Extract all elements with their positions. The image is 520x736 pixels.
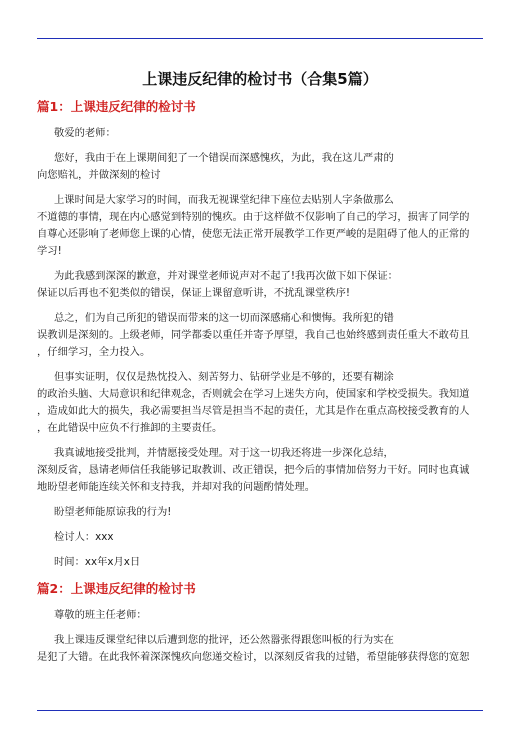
- text-line: 是犯了大错。在此我怀着深深愧疚向您递交检讨，以深刻反省我的过错，希望能够获得您的宽恕: [37, 651, 470, 663]
- text-line: 自尊心还影响了老师您上课的心情，使您无法正常开展教学工作更严峻的是阻碍了他人的正常的: [37, 228, 470, 240]
- paragraph: [37, 607, 483, 624]
- paragraph: [37, 125, 483, 142]
- document-body: [37, 58, 483, 674]
- text-line: 盼望老师能原谅我的行为!: [54, 506, 172, 518]
- section-2-body: [37, 607, 483, 666]
- text-line: 向您赔礼，并做深刻的检讨: [37, 169, 161, 181]
- bottom-rule: [37, 710, 483, 711]
- section-heading-2: 篇2：上课违反纪律的检讨书: [37, 581, 196, 596]
- section-1-body: [37, 125, 483, 571]
- text-line: ，在此错误中应负不行推卸的主要责任。: [37, 422, 223, 434]
- paragraph: [37, 554, 483, 571]
- text-line: 敬爱的老师：: [54, 127, 116, 139]
- paragraph: [37, 504, 483, 521]
- text-line: 学习!: [37, 245, 62, 257]
- paragraph: [37, 632, 483, 666]
- text-line: 您好，我由于在上课期间犯了一个错误而深感愧疚，为此，我在这儿严肃的: [54, 152, 394, 164]
- paragraph: [37, 192, 483, 260]
- paragraph: [37, 310, 483, 361]
- text-line: ，造成如此大的损失，我必需要担当尽管是担当不起的责任，尤其是作在重点高校接受教育的人: [37, 405, 470, 417]
- text-line: 时间：xx年x月x日: [54, 556, 141, 568]
- text-line: 上课时间是大家学习的时间，而我无视课堂纪律下座位去贴别人字条做那么: [54, 194, 394, 206]
- document-title: 上课违反纪律的检讨书（合集5篇）: [142, 70, 378, 88]
- paragraph: [37, 529, 483, 546]
- text-line: 不道德的事情，现在内心感觉到特别的愧疚。由于这样做不仅影响了自己的学习，损害了同学的: [37, 211, 470, 223]
- text-line: 地盼望老师能连续关怀和支持我，并却对我的问题酌情处理。: [37, 481, 316, 493]
- text-line: 我真诚地接受批判，并情愿接受处理。对于这一切我还将进一步深化总结，: [54, 447, 394, 459]
- paragraph: [37, 150, 483, 184]
- paragraph: [37, 268, 483, 302]
- text-line: 我上课违反课堂纪律以后遭到您的批评，还公然嚣张得跟您叫板的行为实在: [54, 634, 394, 646]
- section-heading-1: 篇1：上课违反纪律的检讨书: [37, 99, 196, 114]
- text-line: 保证以后再也不犯类似的错误，保证上课留意听讲，不扰乱课堂秩序!: [37, 287, 351, 299]
- text-line: 深刻反省，恳请老师信任我能够记取教训、改正错误，把今后的事情加倍努力干好。同时也真诚: [37, 464, 470, 476]
- text-line: 总之，们为自己所犯的错误而带来的这一切而深感痛心和懊悔。我所犯的错: [54, 312, 394, 324]
- text-line: 尊敬的班主任老师：: [54, 609, 147, 621]
- text-line: 误教训是深刻的。上级老师，同学都委以重任并寄予厚望，我自己也始终感到责任重大不敢苟且: [37, 329, 470, 341]
- text-line: 为此我感到深深的歉意，并对课堂老师说声对不起了!我再次做下如下保证：: [54, 270, 398, 282]
- paragraph: [37, 445, 483, 496]
- text-line: ，仔细学习，全力投入。: [37, 346, 151, 358]
- text-line: 检讨人：xxx: [54, 531, 114, 543]
- top-rule: [37, 38, 483, 39]
- text-line: 但事实证明，仅仅是热忱投入、刻苦努力、钻研学业是不够的，还要有糊涂: [54, 371, 394, 383]
- text-line: 的政治头脑、大局意识和纪律观念，否则就会在学习上迷失方向，使国家和学校受损失。我知道: [37, 388, 470, 400]
- paragraph: [37, 369, 483, 437]
